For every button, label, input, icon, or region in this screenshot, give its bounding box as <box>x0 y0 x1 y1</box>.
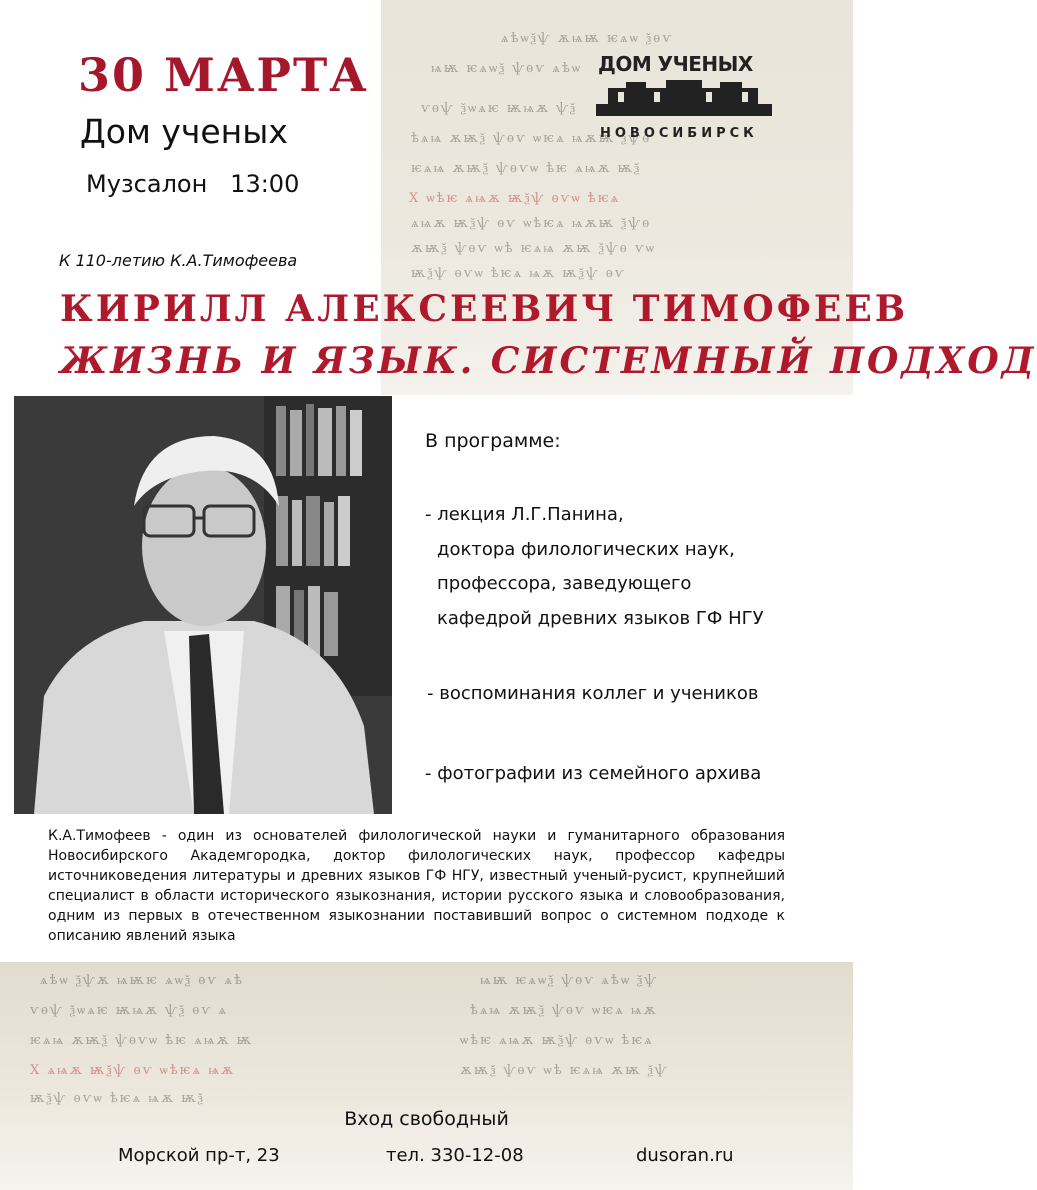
manuscript-script: ѫѭѯ ѱѳѵ ѡѣ ѥѧѩ ѫѭ ѯѱ <box>460 1063 669 1078</box>
dom-uchenyh-logo <box>596 52 776 148</box>
address: Морской пр-т, 23 <box>118 1145 280 1166</box>
logo-subtitle: НОВОСИБИРСК <box>600 126 758 141</box>
portrait-photo <box>14 396 392 814</box>
manuscript-script: ѧѣѡѯѱ ѫѩѭ ѥѧѡ ѯѳѵ <box>501 31 674 46</box>
manuscript-script: ѥѧѩ ѫѭѯ ѱѳѵѡ ѣѥ ѧѩѫ ѭ <box>30 1033 254 1048</box>
logo-title: ДОМ УЧЕНЫХ <box>598 52 753 76</box>
building-icon <box>596 80 772 124</box>
program-item-lecture-line2: доктора филологических наук, <box>437 539 735 560</box>
phone-number: тел. 330-12-08 <box>386 1145 524 1166</box>
manuscript-script: ѡѣѥ ѧѩѫ ѭѯѱ ѳѵѡ ѣѥѧ <box>460 1033 654 1048</box>
program-item-lecture: - лекция Л.Г.Панина, <box>425 504 624 525</box>
manuscript-script: ѥѧѩ ѫѭѯ ѱѳѵѡ ѣѥ ѧѩѫ ѭѯ <box>411 161 642 176</box>
website-link[interactable]: dusoran.ru <box>636 1145 734 1166</box>
portrait-figure <box>14 396 392 814</box>
biography-paragraph: К.А.Тимофеев - один из основателей филологической науки и гуманитарного образования Новосибирского Академгородка, доктор филологических наук, профессор кафедры источниковедения литературы и древних языков ГФ НГУ, известный ученый-русист, крупнейший специалист в области исторического языкознания, истории русского языка и словообразования, одним из первых в отечественном языкознании поставивший вопрос о системном подходе к описанию явлений языка <box>48 828 785 944</box>
program-item-lecture-line4: кафедрой древних языков ГФ НГУ <box>437 608 764 629</box>
manuscript-script: ѵѳѱ ѯѡѧѥ ѭѩѫ ѱѯ <box>421 101 578 116</box>
manuscript-script: ѵѳѱ ѯѡѧѥ ѭѩѫ ѱѯ ѳѵ ѧ <box>30 1003 229 1018</box>
event-venue: Дом ученых <box>80 112 288 151</box>
manuscript-script: ѭѯѱ ѳѵѡ ѣѥѧ ѩѫ ѭѯ <box>30 1091 205 1106</box>
manuscript-script: ѩѭ ѥѧѡѯ ѱѳѵ ѧѣѡ <box>431 61 583 76</box>
event-title-subtitle: ЖИЗНЬ И ЯЗЫК. СИСТЕМНЫЙ ПОДХОД <box>60 340 1037 382</box>
manuscript-script: ѣѧѩ ѫѭѯ ѱѳѵ ѡѥѧ ѩѫѭ ѯѱѳ <box>411 131 652 146</box>
event-date: 30 МАРТА <box>78 48 369 102</box>
manuscript-script: ѫѭѯ ѱѳѵ ѡѣ ѥѧѩ ѫѭ ѯѱѳ ѵѡ <box>411 241 657 256</box>
program-item-photos: - фотографии из семейного архива <box>425 763 762 784</box>
program-heading: В программе: <box>425 430 561 452</box>
manuscript-script: Х ѡѣѥ ѧѩѫ ѭѯѱ ѳѵѡ ѣѥѧ <box>409 191 621 206</box>
event-hall-time: Музсалон 13:00 <box>86 170 300 198</box>
event-title-name: КИРИЛЛ АЛЕКСЕЕВИЧ ТИМОФЕЕВ <box>60 288 909 330</box>
manuscript-script: ѧѣѡ ѯѱѫ ѩѭѥ ѧѡѯ ѳѵ ѧѣ <box>40 973 244 988</box>
program-item-lecture-line3: профессора, заведующего <box>437 573 692 594</box>
manuscript-script: ѣѧѩ ѫѭѯ ѱѳѵ ѡѥѧ ѩѫ <box>470 1003 658 1018</box>
manuscript-script: ѩѭ ѥѧѡѯ ѱѳѵ ѧѣѡ ѯѱ <box>480 973 659 988</box>
free-entry-note: Вход свободный <box>344 1108 509 1130</box>
anniversary-note: К 110-летию К.А.Тимофеева <box>59 251 298 270</box>
manuscript-script: ѧѩѫ ѭѯѱ ѳѵ ѡѣѥѧ ѩѫѭ ѯѱѳ <box>411 216 652 231</box>
manuscript-script: ѭѯѱ ѳѵѡ ѣѥѧ ѩѫ ѭѯѱ ѳѵ <box>411 266 626 281</box>
manuscript-script: Х ѧѩѫ ѭѯѱ ѳѵ ѡѣѥѧ ѩѫ <box>30 1063 236 1078</box>
program-item-memories: - воспоминания коллег и учеников <box>427 683 759 704</box>
